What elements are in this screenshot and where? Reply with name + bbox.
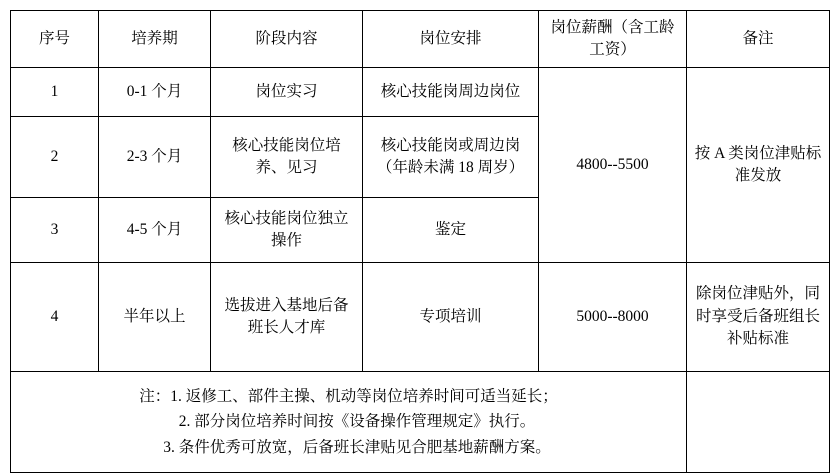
table-row — [11, 263, 830, 372]
cell-remark-group-1: 按 A 类岗位津贴标准发放 — [687, 68, 830, 263]
header-cell-seq: 序号 — [11, 11, 99, 68]
cell-stage: 选拔进入基地后备班长人才库 — [211, 263, 363, 372]
header-cell-period: 培养期 — [99, 11, 211, 68]
cell-stage: 岗位实习 — [211, 68, 363, 117]
header-cell-salary: 岗位薪酬（含工龄工资） — [539, 11, 687, 68]
table-header-row — [11, 11, 830, 68]
cell-period: 0-1 个月 — [99, 68, 211, 117]
note-line-1: 注：1. 返修工、部件主操、机动等岗位培养时间可适当延长； — [139, 388, 558, 406]
cell-remark-group-2: 除岗位津贴外，同时享受后备班组长补贴标准 — [687, 263, 830, 372]
cell-period: 2-3 个月 — [99, 117, 211, 198]
cell-seq: 2 — [11, 117, 99, 198]
cell-post: 核心技能岗周边岗位 — [363, 68, 539, 117]
notes-block — [11, 372, 687, 473]
table-body — [11, 68, 830, 473]
note-line-2: 2. 部分岗位培养时间按《设备操作管理规定》执行。 — [178, 413, 536, 431]
table-row — [11, 68, 830, 117]
cell-post: 核心技能岗或周边岗（年龄未满 18 周岁） — [363, 117, 539, 198]
notes-empty-cell — [687, 372, 830, 473]
cell-post: 专项培训 — [363, 263, 539, 372]
cell-post: 鉴定 — [363, 198, 539, 263]
header-cell-post: 岗位安排 — [363, 11, 539, 68]
notes-row — [11, 372, 830, 473]
header-cell-stage: 阶段内容 — [211, 11, 363, 68]
note-line-3: 3. 条件优秀可放宽，后备班长津贴见合肥基地薪酬方案。 — [163, 438, 551, 456]
cell-salary-group-1: 4800--5500 — [539, 68, 687, 263]
cell-period: 半年以上 — [99, 263, 211, 372]
table-header — [11, 11, 830, 68]
training-salary-table — [10, 10, 830, 473]
cell-salary-group-2: 5000--8000 — [539, 263, 687, 372]
header-cell-remark: 备注 — [687, 11, 830, 68]
cell-stage: 核心技能岗位培养、见习 — [211, 117, 363, 198]
cell-seq: 3 — [11, 198, 99, 263]
cell-seq: 1 — [11, 68, 99, 117]
cell-stage: 核心技能岗位独立操作 — [211, 198, 363, 263]
cell-seq: 4 — [11, 263, 99, 372]
cell-period: 4-5 个月 — [99, 198, 211, 263]
